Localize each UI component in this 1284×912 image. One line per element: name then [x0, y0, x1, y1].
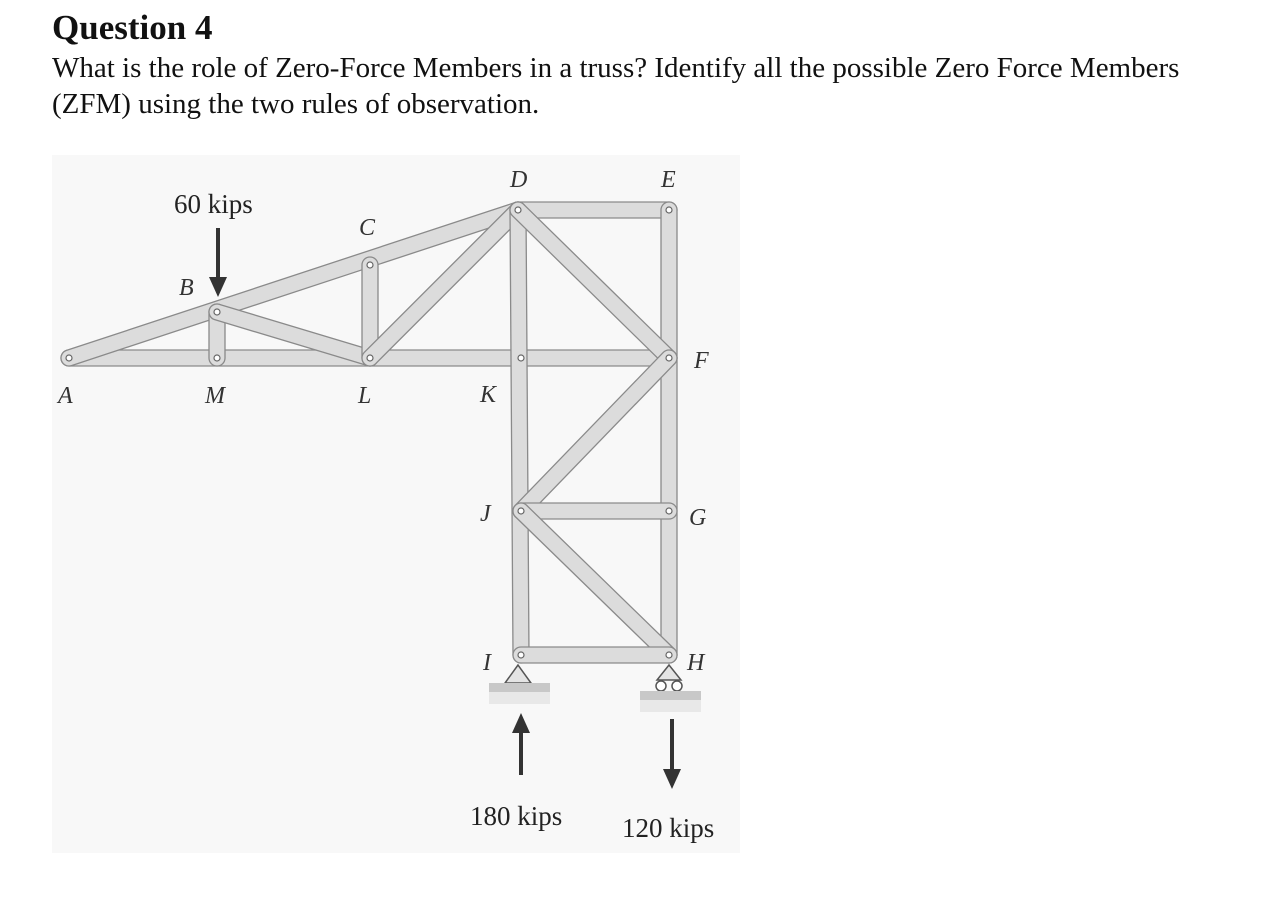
question-text: What is the role of Zero-Force Members in a truss? Identify all the possible Zero Force Members (ZFM) using the two rules of observation. — [52, 52, 1180, 120]
pin-B — [214, 309, 220, 315]
joint-label-I: I — [483, 650, 491, 676]
truss-diagram — [52, 155, 740, 853]
load-label-60-kips: 60 kips — [174, 189, 253, 219]
member-EH — [661, 202, 677, 663]
pin-G — [666, 508, 672, 514]
joint-label-C: C — [359, 215, 376, 241]
joint-label-A: A — [58, 383, 73, 409]
load-label-120-kips: 120 kips — [622, 813, 715, 843]
pin-D — [515, 207, 521, 213]
joint-label-F: F — [694, 348, 709, 374]
pin-I — [518, 652, 524, 658]
member-DI — [510, 202, 529, 663]
truss-figure — [52, 155, 740, 853]
joint-label-B: B — [179, 275, 194, 301]
joint-label-K: K — [480, 382, 497, 408]
question-title: Question 4 — [52, 8, 213, 47]
load-label-180-kips: 180 kips — [470, 801, 563, 831]
joint-label-D: D — [510, 167, 528, 193]
pin-E — [666, 207, 672, 213]
joint-label-J: J — [480, 501, 491, 527]
pin-K — [518, 355, 524, 361]
pin-A — [66, 355, 72, 361]
joint-label-G: G — [689, 505, 707, 531]
pin-C — [367, 262, 373, 268]
joint-label-H: H — [687, 650, 705, 676]
joint-label-M: M — [205, 383, 225, 409]
member-IH — [513, 647, 677, 663]
pin-F — [666, 355, 672, 361]
joint-label-E: E — [661, 167, 676, 193]
pin-J — [518, 508, 524, 514]
joint-label-L: L — [358, 383, 372, 409]
pin-M — [214, 355, 220, 361]
pin-L — [367, 355, 373, 361]
pin-H — [666, 652, 672, 658]
